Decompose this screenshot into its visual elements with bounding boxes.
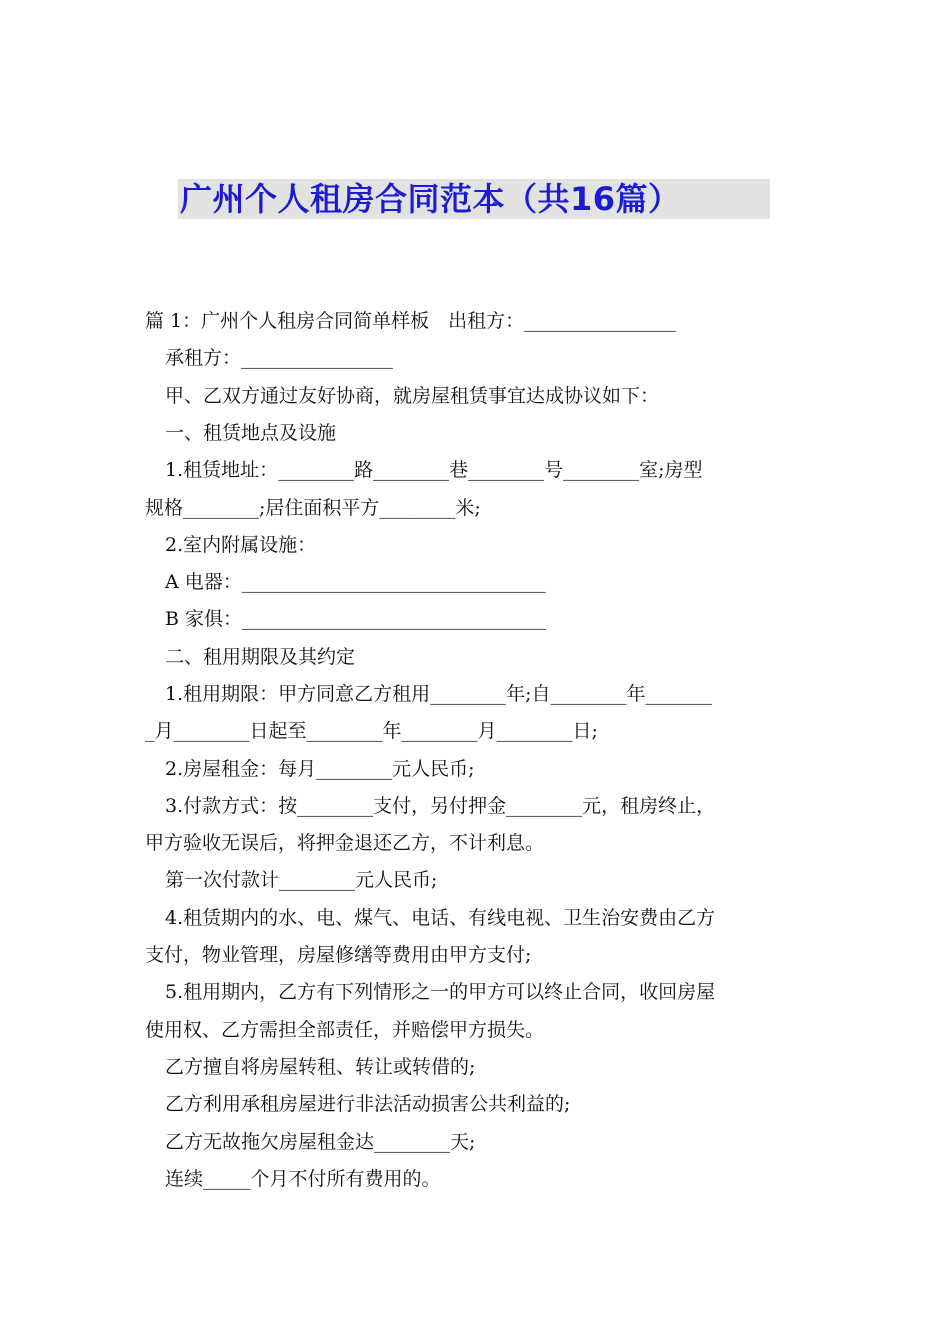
paragraph-line: 篇 1：广州个人租房合同简单样板 出租方：________________ bbox=[145, 310, 677, 332]
paragraph-line: 2.房屋租金：每月________元人民币; bbox=[165, 758, 475, 780]
paragraph-line: 规格________;居住面积平方________米; bbox=[145, 497, 481, 519]
paragraph-line: _月________日起至________年________月________日; bbox=[145, 720, 598, 742]
paragraph-line: 乙方利用承租房屋进行非法活动损害公共利益的; bbox=[165, 1093, 571, 1115]
paragraph-line: 1.租赁地址：________路________巷________号________室;房型 bbox=[165, 459, 703, 481]
paragraph-line: 甲方验收无误后，将押金退还乙方，不计利息。 bbox=[145, 832, 545, 854]
paragraph-line: 4.租赁期内的水、电、煤气、电话、有线电视、卫生治安费由乙方 bbox=[165, 907, 716, 929]
paragraph-line: 承租方：________________ bbox=[165, 347, 394, 369]
paragraph-line: A 电器：________________________________ bbox=[165, 571, 546, 593]
paragraph-line: B 家俱：________________________________ bbox=[165, 608, 547, 630]
paragraph-line: 支付，物业管理，房屋修缮等费用由甲方支付; bbox=[145, 944, 532, 966]
document-title: 广州个人租房合同范本（共16篇） bbox=[178, 179, 770, 219]
section-heading: 二、租用期限及其约定 bbox=[165, 646, 356, 668]
paragraph-line: 使用权、乙方需担全部责任，并赔偿甲方损失。 bbox=[145, 1019, 545, 1041]
paragraph-line: 5.租用期内，乙方有下列情形之一的甲方可以终止合同，收回房屋 bbox=[165, 981, 716, 1003]
paragraph-line: 连续_____个月不付所有费用的。 bbox=[165, 1168, 441, 1190]
paragraph-line: 乙方无故拖欠房屋租金达________天; bbox=[165, 1131, 476, 1153]
paragraph-line: 乙方擅自将房屋转租、转让或转借的; bbox=[165, 1056, 476, 1078]
paragraph-line: 3.付款方式：按________支付，另付押金________元，租房终止， bbox=[165, 795, 716, 817]
paragraph-line: 第一次付款计________元人民币; bbox=[165, 869, 438, 891]
paragraph-line: 2.室内附属设施： bbox=[165, 534, 317, 556]
paragraph-line: 甲、乙双方通过友好协商，就房屋租赁事宜达成协议如下： bbox=[165, 385, 660, 407]
paragraph-line: 1.租用期限：甲方同意乙方租用________年;自________年_______ bbox=[165, 683, 713, 705]
section-heading: 一、租赁地点及设施 bbox=[165, 422, 337, 444]
